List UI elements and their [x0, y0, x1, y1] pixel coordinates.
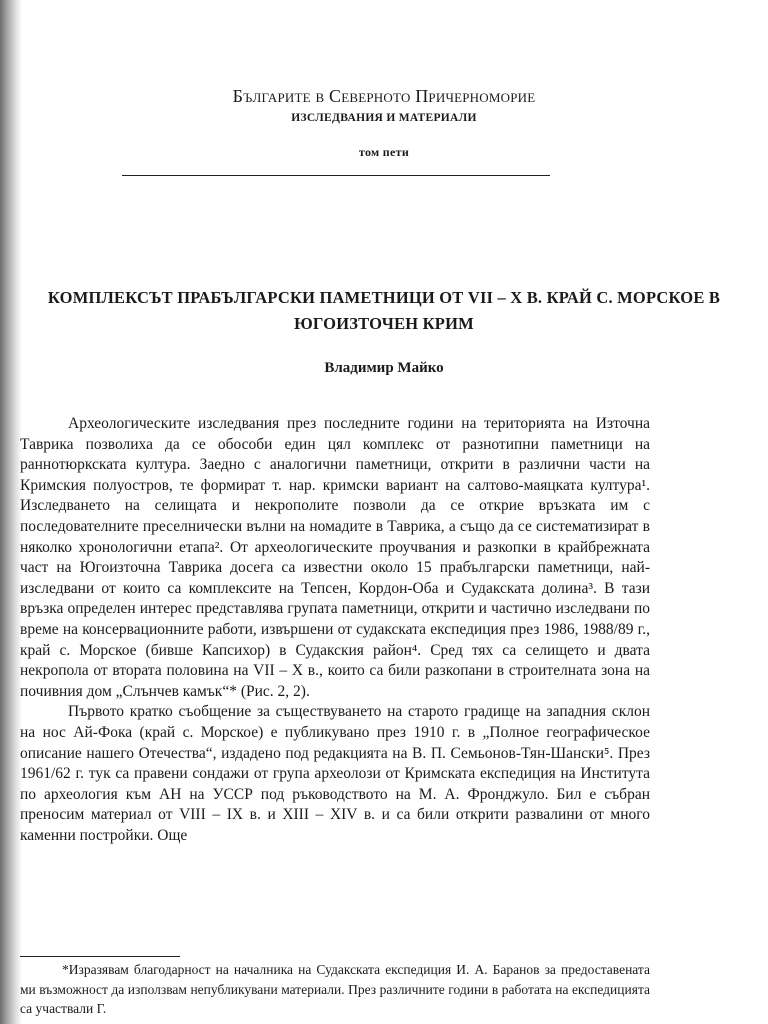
article-author: Владимир Майко	[324, 360, 444, 376]
body-paragraph: Археологическите изследвания през последните години на територията на Източна Таврика позволиха да се обособи един цял комплекс от разнотипни паметници на раннотюркската култура. Заедно с аналогични паметници, открити в различни части на Кримския полуостров, те формират т. нар. кримски вариант на салтово-маяцката култура¹. Изследването на селищата и некрополите позволи да се открие връзката им с последователните преселнически вълни на номадите в Таврика, а също да се систематизират в няколко хронологични етапа². От археологическите проучвания и разкопки в крайбрежната част на Югоизточна Таврика досега са известни около 15 прабългарски паметници, най-изследвани от които са комплексите на Тепсен, Кордон-Оба и Судакската долина³. В тази връзка определен интерес представлява групата паметници, открити и частично изследвани по време на консервационните работи, извършени от судакската експедиция през 1986, 1988/89 г., край с. Морское (бивше Капсихор) в Судакския район⁴. Сред тях са селището и двата некропола от втората половина на VII – X в., които са били разкопани в строителната зона на почивния дом „Слънчев камък“* (Рис. 2, 2).	[20, 415, 650, 700]
footnote-divider	[20, 956, 180, 957]
footnote-text: *Изразявам благодарност на началника на Судакската експедиция И. А. Баранов за предоставената ми възможност да използвам непубликувани материали. През различните години в работата на експедицията са участвали Г.	[20, 962, 650, 1016]
journal-title: Българите в Северното Причерноморие	[232, 86, 536, 106]
volume-label: том пети	[358, 145, 410, 159]
body-paragraph: Първото кратко съобщение за съществуването на старото градище на западния склон на нос Ай-Фока (край с. Морское) е публикувано през 1910 г. в „Полное географическое описание нашего Отечества“, издадено под редакцията на В. П. Семьонов-Тян-Шански⁵. През 1961/62 г. тук са правени сондажи от група археолози от Кримската експедиция на Института по археология към АН на УССР под ръководството на М. А. Фронджуло. Бил е събран преносим материал от VIII – IX в. и XIII – XIV в. и са били открити развалини от много каменни постройки. Още	[20, 703, 650, 844]
journal-subtitle: ИЗСЛЕДВАНИЯ И МАТЕРИАЛИ	[291, 112, 477, 124]
article-title: КОМПЛЕКСЪТ ПРАБЪЛГАРСКИ ПАМЕТНИЦИ ОТ VII – X В. КРАЙ С. МОРСКОЕ В ЮГОИЗТОЧЕН КРИМ	[47, 288, 721, 333]
footnote	[20, 960, 650, 1019]
header-divider	[122, 175, 550, 176]
article-body	[20, 414, 650, 846]
